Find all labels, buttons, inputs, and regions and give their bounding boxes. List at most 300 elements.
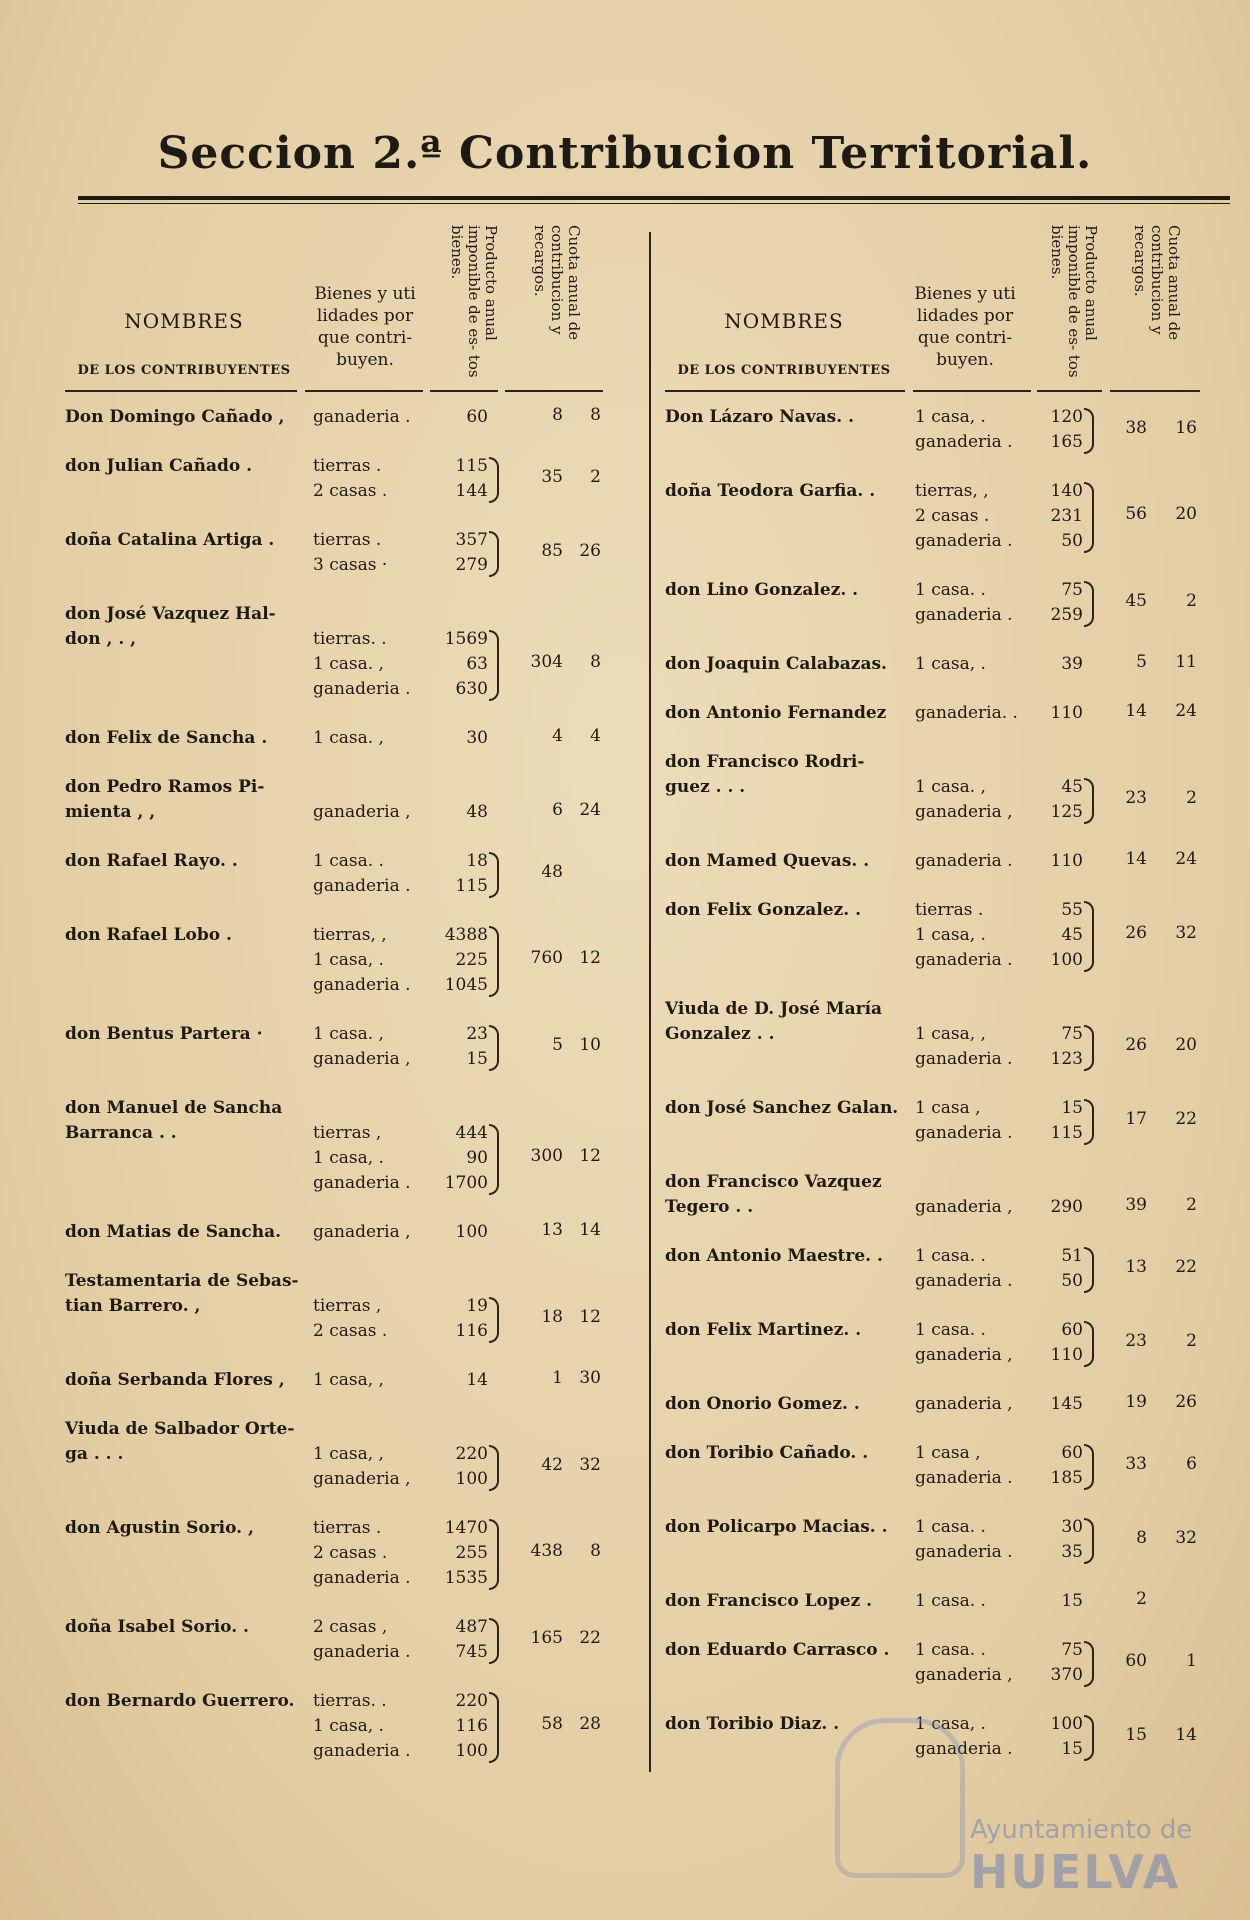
table-row: [665, 898, 1230, 973]
property-list: [915, 1589, 1030, 1614]
property-item: ganaderia. .: [915, 703, 1018, 723]
quota-fraction: 22: [579, 1627, 601, 1648]
quota-value: 17: [1125, 1108, 1147, 1129]
quota-fraction: 30: [579, 1368, 601, 1388]
property-item: ganaderia .: [915, 851, 1013, 871]
contributor-name-line: don Bentus Partera ·: [65, 1024, 263, 1044]
contributor-name-line: don Antonio Maestre. .: [665, 1246, 883, 1266]
product-value: [1025, 997, 1083, 1022]
table-row: [665, 1589, 1230, 1614]
property-item: 1 casa. .: [915, 580, 986, 600]
contributor-name: [665, 1318, 907, 1343]
brace-mark: [489, 1124, 499, 1195]
contributor-name-line: ga . . .: [65, 1444, 124, 1464]
quota-fraction: 32: [1175, 923, 1197, 943]
brace-mark: [489, 630, 499, 701]
property-list: [915, 1515, 1030, 1565]
table-row: [65, 1096, 640, 1196]
product-value: 165: [1050, 432, 1083, 452]
annual-product: [1025, 1318, 1083, 1368]
product-value: [1025, 1170, 1083, 1195]
header-underline: [913, 390, 1031, 392]
contributor-name: [665, 1589, 907, 1614]
contributor-name-line: don Agustin Sorio. ,: [65, 1518, 254, 1538]
header-underline: [1037, 390, 1102, 392]
quota-value: 39: [1125, 1195, 1147, 1215]
left-table-header: [65, 215, 640, 395]
table-row: [665, 479, 1230, 554]
quota-value: 60: [1125, 1650, 1147, 1671]
product-value: 4388: [444, 925, 488, 945]
product-value: 1569: [444, 629, 488, 649]
property-item: tierras ,: [313, 1296, 382, 1316]
property-item: 1 casa, ,: [915, 1024, 986, 1044]
product-value: 1045: [444, 975, 488, 995]
property-item: tierras .: [915, 900, 984, 920]
property-item: 1 casa, .: [313, 950, 384, 970]
property-item: 1 casa, ,: [313, 1370, 384, 1390]
header-producto: Producto anual imponible de es- tos bienes.: [448, 225, 500, 378]
title-rule-thin: [78, 203, 1230, 204]
property-item: tierras .: [313, 456, 382, 476]
annual-product: [1025, 1244, 1083, 1294]
contributor-name-line: don Joaquin Calabazas.: [665, 654, 887, 674]
quota-value: 26: [1125, 1034, 1147, 1055]
contributor-name: [65, 923, 310, 948]
property-list: [313, 1368, 428, 1393]
left-column: [65, 215, 640, 1761]
table-row: [665, 997, 1230, 1072]
product-value: 116: [455, 1716, 488, 1736]
property-item: tierras ,: [313, 1123, 382, 1143]
product-value: 100: [455, 1222, 488, 1242]
product-value: 19: [466, 1296, 488, 1316]
contributor-name: [65, 1220, 310, 1245]
product-value: 110: [1050, 1345, 1083, 1365]
brace-mark: [1084, 778, 1094, 824]
property-list: [915, 1392, 1030, 1417]
table-row: [65, 849, 640, 899]
property-item: [313, 602, 428, 627]
product-value: 115: [455, 456, 488, 476]
brace-mark: [489, 1519, 499, 1590]
property-list: [915, 750, 1030, 825]
contributor-name: [65, 1615, 310, 1640]
contributor-name: [65, 1269, 310, 1319]
property-item: 1 casa, .: [915, 407, 986, 427]
watermark-line2: HUELVA: [970, 1845, 1181, 1899]
product-value: 100: [1050, 1714, 1083, 1734]
quota-fraction: 2: [1186, 1195, 1197, 1215]
property-list: [313, 1689, 428, 1764]
quota-fraction: 22: [1175, 1256, 1197, 1277]
contributor-name-line: don Rafael Rayo. .: [65, 851, 238, 871]
product-value: 18: [466, 851, 488, 871]
product-value: 145: [1050, 1394, 1083, 1414]
property-item: ganaderia .: [915, 950, 1013, 970]
property-item: 1 casa, .: [915, 654, 986, 674]
header-names: NOMBRES: [124, 309, 244, 333]
property-list: [313, 454, 428, 504]
contributor-name-line: Viuda de Salbador Orte-: [65, 1419, 295, 1439]
contributor-name: [65, 528, 310, 553]
table-row: [665, 1244, 1230, 1294]
contributor-name-line: don José Vazquez Hal-: [65, 604, 276, 624]
quota-fraction: 26: [1175, 1392, 1197, 1412]
contributor-name: [65, 726, 310, 751]
property-item: ganaderia .: [915, 1542, 1013, 1562]
quota-fraction: 2: [1186, 590, 1197, 611]
property-item: tierras, ,: [915, 481, 989, 501]
quota-fraction: 10: [579, 1034, 601, 1055]
contributor-name-line: don Felix Gonzalez. .: [665, 900, 861, 920]
quota-fraction: 11: [1175, 652, 1197, 672]
property-item: [313, 775, 428, 800]
annual-product: [430, 849, 488, 899]
quota-value: 38: [1125, 417, 1147, 438]
watermark-line1: Ayuntamiento de: [970, 1815, 1193, 1845]
property-list: [313, 602, 428, 702]
brace-mark: [489, 1692, 499, 1763]
annual-product: [1025, 750, 1083, 825]
product-value: 220: [455, 1444, 488, 1464]
product-value: 630: [455, 679, 488, 699]
table-row: [65, 726, 640, 751]
annual-product: [1025, 1515, 1083, 1565]
property-item: ganaderia .: [915, 1468, 1013, 1488]
watermark-seal-icon: [835, 1718, 965, 1878]
product-value: 75: [1061, 1024, 1083, 1044]
product-value: 279: [455, 555, 488, 575]
property-item: 1 casa. .: [915, 1320, 986, 1340]
property-item: 1 casa. .: [313, 851, 384, 871]
property-item: ganaderia ,: [313, 1049, 411, 1069]
product-value: 231: [1050, 506, 1083, 526]
product-value: 225: [455, 950, 488, 970]
product-value: 23: [466, 1024, 488, 1044]
property-item: ganaderia .: [313, 679, 411, 699]
header-names: NOMBRES: [724, 309, 844, 333]
product-value: 50: [1061, 1271, 1083, 1291]
brace-mark: [489, 1445, 499, 1491]
quota-value: 300: [530, 1146, 563, 1166]
quota-value: 8: [1136, 1527, 1147, 1548]
property-list: [915, 1170, 1030, 1220]
property-list: [915, 898, 1030, 973]
right-table-header: [665, 215, 1230, 395]
annual-product: [1025, 997, 1083, 1072]
quota-fraction: 4: [590, 726, 601, 746]
table-row: [665, 849, 1230, 874]
contributor-name: [65, 1022, 310, 1047]
contributor-name: [65, 1516, 310, 1541]
property-item: ganaderia ,: [915, 1665, 1013, 1685]
contributor-name: [665, 1638, 907, 1663]
product-value: 144: [455, 481, 488, 501]
quota-fraction: 22: [1175, 1108, 1197, 1129]
annual-product: [1025, 1096, 1083, 1146]
property-item: ganaderia ,: [313, 1222, 411, 1242]
product-value: [1025, 750, 1083, 775]
property-list: [313, 528, 428, 578]
property-item: 1 casa. .: [915, 1246, 986, 1266]
table-row: [65, 602, 640, 702]
property-item: 1 casa. ,: [915, 777, 986, 797]
property-item: [313, 1417, 428, 1442]
property-list: [313, 726, 428, 751]
table-row: [65, 775, 640, 825]
brace-mark: [1084, 1247, 1094, 1293]
property-item: tierras, ,: [313, 925, 387, 945]
header-underline: [505, 390, 603, 392]
property-list: [313, 1269, 428, 1344]
table-row: [65, 1368, 640, 1393]
product-value: 15: [466, 1049, 488, 1069]
quota-value: 13: [1125, 1256, 1147, 1277]
product-value: 1470: [444, 1518, 488, 1538]
contributor-name-line: don Felix Martinez. .: [665, 1320, 862, 1340]
product-value: 60: [466, 407, 488, 427]
column-separator: [649, 232, 651, 1772]
brace-mark: [489, 926, 499, 997]
contributor-name-line: mienta , ,: [65, 802, 156, 822]
contributor-name: [65, 1417, 310, 1467]
annual-product: [1025, 479, 1083, 554]
contributor-name: [665, 1515, 907, 1540]
brace-mark: [1084, 1444, 1094, 1490]
product-value: 60: [1061, 1443, 1083, 1463]
product-value: 487: [455, 1617, 488, 1637]
contributor-name-line: doña Teodora Garfia. .: [665, 481, 876, 501]
quota-fraction: 12: [579, 1306, 601, 1327]
property-item: [313, 1269, 428, 1294]
property-list: [313, 923, 428, 998]
property-item: 1 casa ,: [915, 1098, 981, 1118]
contributor-name: [665, 1392, 907, 1417]
quota-fraction: 8: [590, 405, 601, 425]
property-item: ganaderia .: [313, 1173, 411, 1193]
contributor-name: [665, 652, 907, 677]
header-underline: [665, 390, 905, 392]
product-value: 90: [466, 1148, 488, 1168]
property-item: ganaderia .: [313, 407, 411, 427]
table-row: [665, 1441, 1230, 1491]
quota-value: 23: [1125, 1330, 1147, 1351]
product-value: 100: [455, 1469, 488, 1489]
annual-product: [1025, 1441, 1083, 1491]
table-row: [665, 1515, 1230, 1565]
contributor-name-line: don José Sanchez Galan.: [665, 1098, 899, 1118]
contributor-name-line: don Eduardo Carrasco .: [665, 1640, 890, 1660]
table-row: [65, 1220, 640, 1245]
property-item: ganaderia .: [313, 1741, 411, 1761]
product-value: 48: [466, 802, 488, 822]
quota-value: 85: [541, 540, 563, 561]
property-item: 1 casa, .: [313, 1716, 384, 1736]
property-list: [915, 652, 1030, 677]
annual-product: [1025, 1170, 1083, 1220]
property-list: [915, 1318, 1030, 1368]
contributor-name-line: don Pedro Ramos Pi-: [65, 777, 265, 797]
table-row: [665, 1318, 1230, 1368]
property-item: ganaderia .: [915, 1123, 1013, 1143]
contributor-name: [65, 405, 310, 430]
contributor-name: [665, 1170, 907, 1220]
product-value: 1700: [444, 1173, 488, 1193]
quota-value: 58: [541, 1714, 563, 1734]
quota-value: 438: [530, 1541, 563, 1561]
contributor-name: [665, 898, 907, 923]
property-item: 1 casa. .: [915, 1591, 986, 1611]
property-list: [915, 1441, 1030, 1491]
property-item: 1 casa, .: [313, 1148, 384, 1168]
table-row: [65, 405, 640, 430]
quota-value: 19: [1125, 1392, 1147, 1412]
property-item: [313, 1096, 428, 1121]
quota-fraction: 20: [1175, 504, 1197, 524]
property-list: [313, 849, 428, 899]
table-row: [665, 1392, 1230, 1417]
property-item: ganaderia ,: [915, 1197, 1013, 1217]
table-row: [65, 528, 640, 578]
product-value: 100: [1050, 950, 1083, 970]
table-row: [665, 1170, 1230, 1220]
annual-product: [430, 726, 488, 751]
property-item: ganaderia ,: [313, 802, 411, 822]
property-item: ganaderia .: [915, 1739, 1013, 1759]
quota-fraction: 20: [1175, 1034, 1197, 1055]
contributor-name-line: Don Domingo Cañado ,: [65, 407, 285, 427]
property-item: [915, 1170, 1030, 1195]
right-column: [665, 215, 1230, 1759]
contributor-name: [665, 701, 907, 726]
annual-product: [1025, 1712, 1083, 1762]
brace-mark: [1084, 1715, 1094, 1761]
property-item: 2 casas .: [915, 506, 990, 526]
contributor-name: [665, 750, 907, 800]
property-item: 1 casa, ,: [313, 1444, 384, 1464]
contributor-name-line: don Onorio Gomez. .: [665, 1394, 860, 1414]
quota-fraction: 2: [1186, 1330, 1197, 1351]
product-value: 290: [1050, 1197, 1083, 1217]
annual-product: [1025, 701, 1083, 726]
product-value: [430, 1269, 488, 1294]
contributor-name: [65, 775, 310, 825]
product-value: 110: [1050, 703, 1083, 723]
property-list: [915, 479, 1030, 554]
quota-value: 42: [541, 1454, 563, 1475]
product-value: 75: [1061, 580, 1083, 600]
property-item: 1 casa. ,: [313, 1024, 384, 1044]
property-item: tierras .: [313, 530, 382, 550]
contributor-name: [665, 1244, 907, 1269]
brace-mark: [489, 852, 499, 898]
contributor-name-line: don Francisco Vazquez: [665, 1172, 882, 1192]
quota-value: 33: [1125, 1453, 1147, 1474]
product-value: 125: [1050, 802, 1083, 822]
property-item: tierras .: [313, 1518, 382, 1538]
property-list: [313, 775, 428, 825]
property-list: [915, 1096, 1030, 1146]
product-value: 15: [1061, 1098, 1083, 1118]
contributor-name-line: Don Lázaro Navas. .: [665, 407, 854, 427]
contributor-name-line: don Antonio Fernandez: [665, 703, 887, 723]
table-row: [65, 1269, 640, 1344]
product-value: 745: [455, 1642, 488, 1662]
contributor-name-line: doña Serbanda Flores ,: [65, 1370, 285, 1390]
quota-fraction: 12: [579, 1146, 601, 1166]
property-item: 3 casas ·: [313, 555, 388, 575]
product-value: [430, 775, 488, 800]
annual-product: [430, 1096, 488, 1196]
annual-product: [1025, 1638, 1083, 1688]
table-row: [665, 750, 1230, 825]
annual-product: [1025, 652, 1083, 677]
brace-mark: [1084, 1025, 1094, 1071]
product-value: 39: [1061, 654, 1083, 674]
annual-product: [430, 1417, 488, 1492]
property-list: [313, 1220, 428, 1245]
brace-mark: [1084, 408, 1094, 454]
property-item: 2 casas .: [313, 481, 388, 501]
product-value: 75: [1061, 1640, 1083, 1660]
contributor-name-line: doña Isabel Sorio. .: [65, 1617, 249, 1637]
contributor-name-line: Barranca . .: [65, 1123, 177, 1143]
header-cuota: Cuota anual de contribucion y recargos.: [1131, 225, 1183, 341]
contributor-name-line: Viuda de D. José María: [665, 999, 883, 1019]
product-value: [430, 1417, 488, 1442]
quota-fraction: 8: [590, 1541, 601, 1561]
table-row: [665, 1638, 1230, 1688]
product-value: 116: [455, 1321, 488, 1341]
property-list: [915, 1244, 1030, 1294]
product-value: 220: [455, 1691, 488, 1711]
quota-value: 5: [552, 1034, 563, 1055]
quota-value: 56: [1125, 504, 1147, 524]
brace-mark: [489, 1618, 499, 1664]
property-item: ganaderia .: [915, 605, 1013, 625]
annual-product: [430, 405, 488, 430]
quota-value: 304: [530, 652, 563, 672]
annual-product: [1025, 578, 1083, 628]
quota-value: 45: [1125, 590, 1147, 611]
product-value: 444: [455, 1123, 488, 1143]
contributor-name: [65, 602, 310, 652]
contributor-name-line: doña Catalina Artiga .: [65, 530, 275, 550]
brace-mark: [1084, 1321, 1094, 1367]
contributor-name-line: don Mamed Quevas. .: [665, 851, 870, 871]
quota-value: 8: [552, 405, 563, 425]
contributor-name: [665, 479, 907, 504]
product-value: [430, 1096, 488, 1121]
property-item: 2 casas ,: [313, 1617, 388, 1637]
table-row: [65, 1022, 640, 1072]
contributor-name: [665, 849, 907, 874]
annual-product: [430, 1689, 488, 1764]
product-value: 140: [1050, 481, 1083, 501]
annual-product: [1025, 849, 1083, 874]
contributor-name: [65, 1096, 310, 1146]
property-item: 2 casas .: [313, 1543, 388, 1563]
annual-product: [1025, 898, 1083, 973]
contributor-name-line: don Julian Cañado .: [65, 456, 253, 476]
product-value: 110: [1050, 851, 1083, 871]
annual-product: [1025, 1392, 1083, 1417]
quota-fraction: 24: [579, 800, 601, 820]
header-bienes: Bienes y uti lidades por que contri- buyen.: [314, 284, 416, 370]
property-item: ganaderia .: [915, 1049, 1013, 1069]
table-row: [665, 701, 1230, 726]
